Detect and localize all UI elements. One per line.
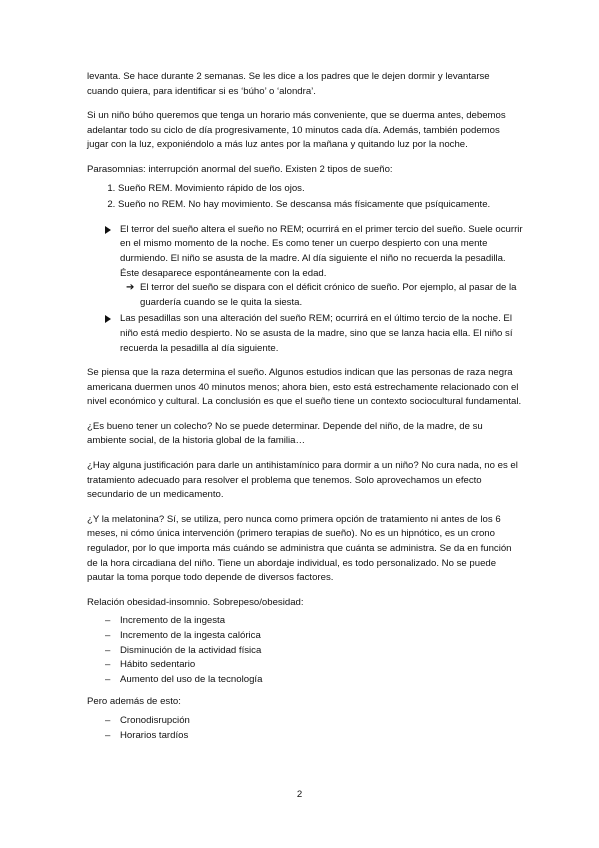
obesity-list (87, 614, 523, 687)
list-item (87, 714, 523, 729)
arrow-bullet-icon (105, 226, 111, 234)
paragraph-raza: Se piensa que la raza determina el sueño. Algunos estudios indican que las personas de raza negra americana duermen unos 40 minutos menos; ahora bien, esto está estrechamente relacionado con el nivel económico y cultural. La conclusión es que el sueño tiene un contexto sociocultural fundamental. (87, 367, 522, 408)
list-item-pesadillas (87, 312, 523, 356)
list-item (87, 629, 523, 644)
list-item (87, 673, 523, 688)
dash-bullet-icon: – (105, 714, 111, 726)
sub-list-item-text: El terror del sueño se dispara con el déficit crónico de sueño. Por ejemplo, al pasar de la guardería cuando se le quita la siesta. (140, 282, 517, 308)
paragraph-parasomnias: Parasomnias: interrupción anormal del sueño. Existen 2 tipos de sueño: (87, 163, 393, 175)
paragraph-colecho: ¿Es bueno tener un colecho? No se puede determinar. Depende del niño, de la madre, de su ambiente social, de la historia global de la familia… (87, 420, 483, 447)
dash-bullet-icon: – (105, 659, 111, 671)
list-item-text: Cronodisrupción (120, 714, 190, 726)
dash-bullet-icon: – (105, 729, 111, 741)
list-item-text: Las pesadillas son una alteración del sueño REM; ocurrirá en el último tercio de la noche. El niño está medio despierto. No se asusta de la madre, sino que se lanza hacia ella. El niño sí recuerda la pesadilla al día siguiente. (120, 313, 513, 354)
sub-list-item (120, 281, 523, 310)
arrow-bullet-icon (105, 315, 111, 323)
page-content (87, 70, 523, 751)
list-item-text: Aumento del uso de la tecnología (120, 673, 263, 685)
list-item-text: El terror del sueño altera el sueño no REM; ocurrirá en el primer tercio del sueño. Suele ocurrir en el mismo momento de la noche. Es como tener un cuerpo despierto con una mente durmiendo. El niño se asusta de la madre. Al día siguiente el niño no recuerda la pesadilla. Éste desaparece espontáneamente con la edad. (120, 223, 523, 279)
list-item (87, 614, 523, 629)
dash-bullet-icon: – (105, 630, 111, 641)
list-item: 1. Sueño REM. Movimiento rápido de los ojos. (118, 182, 523, 197)
paragraph-relacion: Relación obesidad-insomnio. Sobrepeso/obesidad: (87, 596, 304, 608)
paragraph-antihistaminico: ¿Hay alguna justificación para darle un antihistamínico para dormir a un niño? No cura nada, no es el tratamiento adecuado para resolver el problema que tenemos. Solo aprovechamos un efecto secundario de un medicamento. (87, 460, 518, 501)
paragraph-intro: levanta. Se hace durante 2 semanas. Se les dice a los padres que le dejen dormir y levantarse cuando quiera, para identificar si es ‘búho’ o ‘alondra’. (87, 71, 490, 97)
list-item-text: Hábito sedentario (120, 659, 196, 671)
dash-bullet-icon: – (105, 644, 111, 656)
extra-list (87, 714, 523, 743)
paragraph-buho: Si un niño búho queremos que tenga un horario más conveniente, que se duerma antes, debemos adelantar todo su ciclo de día progresivamente, 10 minutos cada día. Además, también podemos jugar con la luz, exponiéndolo a más luz antes por la mañana y quitando luz por la noche. (87, 110, 506, 151)
list-item (87, 658, 523, 673)
list-item (87, 729, 523, 744)
list-item-text: Disminución de la actividad física (120, 644, 262, 656)
paragraph-melatonina: ¿Y la melatonina? Sí, se utiliza, pero nunca como primera opción de tratamiento ni antes de los 6 meses, ni cómo única intervención (primero terapias de sueño). No es un hipnótico, es un crono regulador, por lo que importa más cuándo se administra que cuánta se administra. Se da en función de la hora circadiana del niño. Tiene un abordaje individual, es todo personalizado. No se puede pautar la toma porque todo depende de diversos factores. (87, 513, 512, 584)
list-item-text: Horarios tardíos (120, 729, 189, 741)
dash-bullet-icon: – (105, 615, 111, 627)
list-item-text: Incremento de la ingesta (120, 615, 226, 627)
page-number: 2 (296, 789, 303, 800)
paragraph-ademas: Pero además de esto: (87, 696, 181, 708)
right-arrow-icon: ➔ (126, 282, 135, 294)
list-item: 2. Sueño no REM. No hay movimiento. Se descansa más físicamente que psíquicamente. (118, 198, 523, 213)
sleep-types-list (87, 182, 523, 213)
list-item-terror (87, 223, 523, 311)
list-item-text: Incremento de la ingesta calórica (120, 630, 261, 641)
list-item (87, 644, 523, 659)
arrow-list (87, 223, 523, 356)
dash-bullet-icon: – (105, 673, 111, 685)
